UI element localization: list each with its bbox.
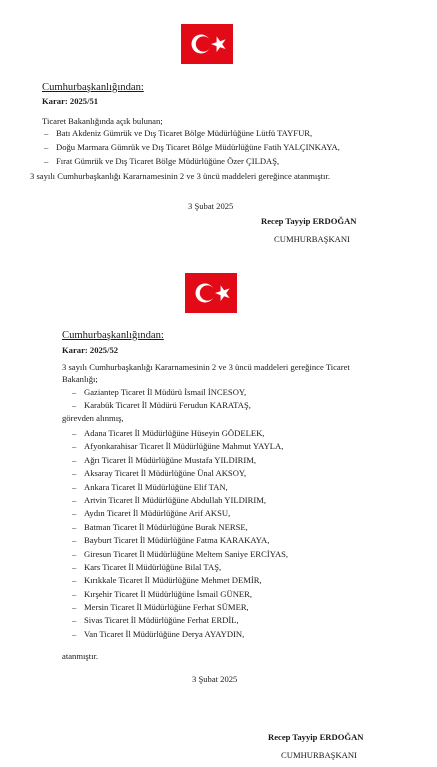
doc1-signer: Recep Tayyip ERDOĞAN [261,216,357,226]
doc2-appointed-list [72,428,289,642]
list-item: – Afyonkarahisar Ticaret İl Müdürlüğüne Mahmut YAYLA, [72,441,284,452]
list-item: – Batman Ticaret İl Müdürlüğüne Burak NERSE, [72,521,248,532]
list-item: – Aydın Ticaret İl Müdürlüğüne Arif AKSU, [72,508,231,519]
list-item: – Kırıkkale Ticaret İl Müdürlüğüne Mehmet DEMİR, [72,575,262,586]
list-item: – Giresun Ticaret İl Müdürlüğüne Meltem Saniye ERCİYAS, [72,548,289,559]
list-item: – Kırşehir Ticaret İl Müdürlüğüne İsmail GÜNER, [72,588,253,599]
list-item: – Fırat Gümrük ve Dış Ticaret Bölge Müdürlüğüne Özer ÇILDAŞ, [44,156,280,166]
doc1-signer-title: CUMHURBAŞKANI [274,234,350,244]
list-item: – Aksaray Ticaret İl Müdürlüğüne Ünal AKSOY, [72,468,247,479]
doc2-removed-label: görevden alınmış, [62,413,124,423]
doc2-intro-line1: 3 sayılı Cumhurbaşkanlığı Kararnamesinin 2 ve 3 üncü maddeleri gereğince Ticaret [62,362,350,372]
doc1-karar: Karar: 2025/51 [42,96,99,106]
doc2-date: 3 Şubat 2025 [192,674,238,684]
list-item: – Ankara Ticaret İl Müdürlüğüne Elif TAN, [72,481,228,492]
doc2-removed-list [72,387,251,412]
turkish-flag-icon [181,24,233,64]
doc1-date: 3 Şubat 2025 [188,201,234,211]
list-item: – Sivas Ticaret İl Müdürlüğüne Ferhat ERDİL, [72,615,239,626]
list-item: – Ağrı Ticaret İl Müdürlüğüne Mustafa YILDIRIM, [72,454,257,465]
list-item: – Gaziantep Ticaret İl Müdürü İsmail İNCESOY, [72,387,247,397]
doc2-karar: Karar: 2025/52 [62,345,119,355]
doc2-signer: Recep Tayyip ERDOĞAN [268,732,364,742]
doc1-header: Cumhurbaşkanlığından: [42,82,144,93]
doc1-appointment-list [44,128,340,170]
doc1-outro: 3 sayılı Cumhurbaşkanlığı Kararnamesinin 2 ve 3 üncü maddeleri gereğince atanmıştır. [30,171,330,181]
doc2-signer-title: CUMHURBAŞKANI [281,750,357,760]
list-item: – Doğu Marmara Gümrük ve Dış Ticaret Bölge Müdürlüğüne Fatih YALÇINKAYA, [44,142,340,152]
doc2-header: Cumhurbaşkanlığından: [62,330,164,341]
list-item: – Bayburt Ticaret İl Müdürlüğüne Fatma KARAKAYA, [72,535,270,546]
doc2-appointed-label: atanmıştır. [62,651,99,661]
list-item: – Karabük Ticaret İl Müdürü Ferudun KARATAŞ, [72,399,251,410]
doc2-intro-line2: Bakanlığı; [62,374,98,384]
list-item: – Mersin Ticaret İl Müdürlüğüne Ferhat SÜMER, [72,602,249,613]
turkish-flag-icon [185,273,237,313]
list-item: – Artvin Ticaret İl Müdürlüğüne Abdullah YILDIRIM, [72,494,267,505]
doc1-intro: Ticaret Bakanlığında açık bulunan; [42,116,163,126]
list-item: – Van Ticaret İl Müdürlüğüne Derya AYAYDIN, [72,628,245,639]
list-item: – Batı Akdeniz Gümrük ve Dış Ticaret Bölge Müdürlüğüne Lütfü TAYFUR, [44,128,313,138]
list-item: – Adana Ticaret İl Müdürlüğüne Hüseyin GÖDELEK, [72,428,265,438]
list-item: – Kars Ticaret İl Müdürlüğüne Bilal TAŞ, [72,561,222,572]
